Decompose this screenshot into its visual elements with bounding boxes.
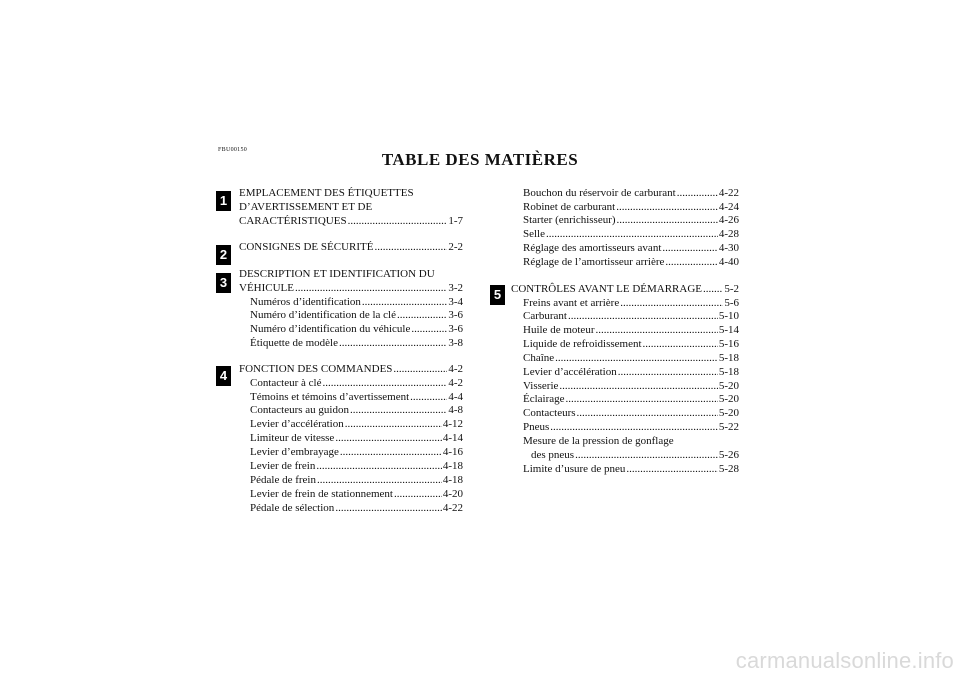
page-title: TABLE DES MATIÈRES xyxy=(381,150,579,169)
toc-entry-label: Bouchon du réservoir de carburant xyxy=(523,187,676,199)
toc-entry[interactable] xyxy=(523,463,739,475)
dot-leader xyxy=(703,283,723,295)
toc-entry-page: 4-30 xyxy=(718,242,739,254)
toc-entry-page: 4-26 xyxy=(718,214,739,226)
toc-entry-page: 3-6 xyxy=(448,323,463,335)
toc-entry-page: 4-4 xyxy=(448,391,463,403)
toc-entry-label: Contacteurs xyxy=(523,407,576,419)
dot-leader xyxy=(626,463,717,475)
toc-entry[interactable] xyxy=(250,391,463,403)
toc-entry-label: des pneus xyxy=(531,449,575,461)
toc-entry[interactable] xyxy=(250,488,463,500)
toc-entry[interactable] xyxy=(523,324,739,336)
toc-entry-label: Limiteur de vitesse xyxy=(250,432,335,444)
toc-entry-label: Numéro d’identification du véhicule xyxy=(250,323,411,335)
dot-leader xyxy=(340,446,442,458)
toc-entry-label: Numéros d’identification xyxy=(250,296,361,308)
toc-entry[interactable] xyxy=(250,502,463,514)
toc-entry-page: 5-28 xyxy=(718,463,739,475)
dot-leader xyxy=(411,323,447,335)
toc-entry-page: 5-20 xyxy=(718,393,739,405)
dot-leader xyxy=(345,418,442,430)
toc-entry-label: Robinet de carburant xyxy=(523,201,616,213)
toc-entry-page: 1-7 xyxy=(448,215,463,227)
dot-leader xyxy=(317,474,442,486)
toc-entry[interactable] xyxy=(523,228,739,240)
dot-leader xyxy=(348,215,448,227)
toc-entry-page: 4-40 xyxy=(718,256,739,268)
toc-entry-page: 4-12 xyxy=(442,418,463,430)
dot-leader xyxy=(410,391,447,403)
chapter-tab-2[interactable]: 2 xyxy=(216,245,231,265)
toc-entry-page: 5-22 xyxy=(718,421,739,433)
toc-entry-page: 4-24 xyxy=(718,201,739,213)
toc-entry-page: 4-22 xyxy=(442,502,463,514)
dot-leader xyxy=(620,297,723,309)
dot-leader xyxy=(575,449,718,461)
dot-leader xyxy=(662,242,717,254)
toc-entry[interactable] xyxy=(523,297,739,309)
toc-entry-page: 4-20 xyxy=(442,488,463,500)
toc-entry[interactable] xyxy=(250,309,463,321)
dot-leader xyxy=(665,256,717,268)
toc-entry-label: Pneus xyxy=(523,421,550,433)
dot-leader xyxy=(617,214,718,226)
toc-entry[interactable] xyxy=(523,310,739,322)
toc-entry-label: CONSIGNES DE SÉCURITÉ xyxy=(239,241,374,253)
dot-leader xyxy=(550,421,718,433)
dot-leader xyxy=(616,201,718,213)
toc-entry-page: 5-16 xyxy=(718,338,739,350)
toc-entry-page: 5-20 xyxy=(718,407,739,419)
toc-entry[interactable] xyxy=(523,201,739,213)
toc-entry[interactable] xyxy=(523,366,739,378)
toc-entry-chapter-5[interactable] xyxy=(511,283,739,295)
toc-entry-label: Contacteurs au guidon xyxy=(250,404,349,416)
dot-leader xyxy=(322,377,447,389)
toc-entry-page: 4-18 xyxy=(442,474,463,486)
chapter-3-heading-line-1[interactable]: DESCRIPTION ET IDENTIFICATION DU xyxy=(239,268,435,280)
chapter-1-heading-line-1[interactable]: EMPLACEMENT DES ÉTIQUETTES xyxy=(239,187,414,199)
toc-entry[interactable] xyxy=(250,432,463,444)
toc-entry-label: FONCTION DES COMMANDES xyxy=(239,363,393,375)
toc-entry-page: 5-10 xyxy=(718,310,739,322)
toc-entry[interactable] xyxy=(250,323,463,335)
toc-entry-page: 4-2 xyxy=(448,363,463,375)
toc-entry-page: 4-14 xyxy=(442,432,463,444)
toc-entry-page: 4-2 xyxy=(448,377,463,389)
toc-entry[interactable] xyxy=(250,337,463,349)
dot-leader xyxy=(335,432,442,444)
dot-leader xyxy=(595,324,717,336)
toc-entry-page: 5-2 xyxy=(724,283,739,295)
toc-entry[interactable] xyxy=(250,404,463,416)
toc-entry-page: 4-22 xyxy=(718,187,739,199)
toc-entry[interactable] xyxy=(523,214,739,226)
toc-entry-label: Réglage de l’amortisseur arrière xyxy=(523,256,665,268)
toc-entry[interactable] xyxy=(250,296,463,308)
dot-leader xyxy=(295,282,447,294)
dot-leader xyxy=(577,407,718,419)
toc-entry-label: Pédale de frein xyxy=(250,474,316,486)
toc-entry[interactable] xyxy=(250,377,463,389)
toc-entry-label: VÉHICULE xyxy=(239,282,294,294)
toc-entry-page: 4-18 xyxy=(442,460,463,472)
toc-entry-label: Huile de moteur xyxy=(523,324,595,336)
chapter-tab-5[interactable]: 5 xyxy=(490,285,505,305)
dot-leader xyxy=(546,228,718,240)
toc-entry-label: Freins avant et arrière xyxy=(523,297,620,309)
toc-entry-page: 4-8 xyxy=(448,404,463,416)
dot-leader xyxy=(335,502,442,514)
toc-entry-chapter-4[interactable] xyxy=(239,363,463,375)
toc-entry-label: Levier de frein de stationnement xyxy=(250,488,393,500)
dot-leader xyxy=(393,363,447,375)
toc-entry-label: Contacteur à clé xyxy=(250,377,322,389)
dot-leader xyxy=(643,338,718,350)
toc-entry-label: Chaîne xyxy=(523,352,555,364)
toc-entry-label: Témoins et témoins d’avertissement xyxy=(250,391,410,403)
dot-leader xyxy=(555,352,718,364)
dot-leader xyxy=(568,310,718,322)
toc-entry[interactable] xyxy=(250,418,463,430)
toc-entry-page: 3-2 xyxy=(448,282,463,294)
toc-entry-label: Limite d’usure de pneu xyxy=(523,463,626,475)
toc-entry-label: Levier d’embrayage xyxy=(250,446,339,458)
toc-entry-label: Levier de frein xyxy=(250,460,316,472)
toc-entry[interactable] xyxy=(523,338,739,350)
toc-entry[interactable] xyxy=(523,256,739,268)
dot-leader xyxy=(397,309,447,321)
watermark: carmanualsonline.info xyxy=(735,648,954,673)
toc-entry[interactable] xyxy=(250,474,463,486)
toc-entry-page: 5-26 xyxy=(718,449,739,461)
toc-entry-page: 5-6 xyxy=(724,297,739,309)
toc-entry-label: Levier d’accélération xyxy=(523,366,617,378)
chapter-tab-4[interactable]: 4 xyxy=(216,366,231,386)
toc-entry-label: Levier d’accélération xyxy=(250,418,344,430)
toc-entry-page: 5-20 xyxy=(718,380,739,392)
toc-entry-page: 5-18 xyxy=(718,352,739,364)
toc-entry-label: Pédale de sélection xyxy=(250,502,335,514)
toc-entry[interactable] xyxy=(523,421,739,433)
toc-entry-label: Éclairage xyxy=(523,393,565,405)
toc-entry-page: 3-6 xyxy=(448,309,463,321)
toc-entry-page: 5-14 xyxy=(718,324,739,336)
toc-entry-page: 5-18 xyxy=(718,366,739,378)
toc-entry-label: CARACTÉRISTIQUES xyxy=(239,215,347,227)
toc-entry[interactable] xyxy=(523,380,739,392)
toc-entry[interactable] xyxy=(523,352,739,364)
dot-leader xyxy=(566,393,718,405)
toc-entry-page: 4-28 xyxy=(718,228,739,240)
chapter-tab-1[interactable]: 1 xyxy=(216,191,231,211)
toc-entry[interactable] xyxy=(523,242,739,254)
toc-entry-chapter-2[interactable] xyxy=(239,241,463,253)
toc-entry-label: Carburant xyxy=(523,310,567,322)
document-code: FBU00150 xyxy=(218,147,248,153)
toc-entry-label: Numéro d’identification de la clé xyxy=(250,309,396,321)
toc-entry[interactable] xyxy=(523,187,739,199)
toc-entry-label: Liquide de refroidissement xyxy=(523,338,642,350)
dot-leader xyxy=(316,460,441,472)
toc-entry-page: 3-8 xyxy=(448,337,463,349)
toc-entry[interactable] xyxy=(523,407,739,419)
toc-entry-label: Visserie xyxy=(523,380,559,392)
toc-entry[interactable] xyxy=(250,460,463,472)
toc-entry-page: 4-16 xyxy=(442,446,463,458)
chapter-tab-3[interactable]: 3 xyxy=(216,273,231,293)
toc-entry-chapter-1[interactable] xyxy=(239,215,463,227)
toc-entry-label: Starter (enrichisseur) xyxy=(523,214,616,226)
chapter-1-heading-line-2[interactable]: D’AVERTISSEMENT ET DE xyxy=(239,201,373,213)
toc-entry-label: CONTRÔLES AVANT LE DÉMARRAGE xyxy=(511,283,702,295)
dot-leader xyxy=(559,380,717,392)
toc-entry[interactable] xyxy=(250,446,463,458)
toc-entry-label: Étiquette de modèle xyxy=(250,337,338,349)
dot-leader xyxy=(394,488,442,500)
dot-leader xyxy=(362,296,447,308)
dot-leader xyxy=(374,241,447,253)
toc-entry-tire-pressure[interactable] xyxy=(531,449,739,461)
toc-entry-tire-pressure-line-1[interactable]: Mesure de la pression de gonflage xyxy=(523,435,674,447)
toc-entry-page: 3-4 xyxy=(448,296,463,308)
dot-leader xyxy=(677,187,718,199)
toc-entry-label: Selle xyxy=(523,228,545,240)
toc-entry[interactable] xyxy=(523,393,739,405)
dot-leader xyxy=(350,404,447,416)
toc-entry-chapter-3[interactable] xyxy=(239,282,463,294)
dot-leader xyxy=(339,337,447,349)
dot-leader xyxy=(618,366,718,378)
toc-entry-page: 2-2 xyxy=(448,241,463,253)
toc-entry-label: Réglage des amortisseurs avant xyxy=(523,242,662,254)
